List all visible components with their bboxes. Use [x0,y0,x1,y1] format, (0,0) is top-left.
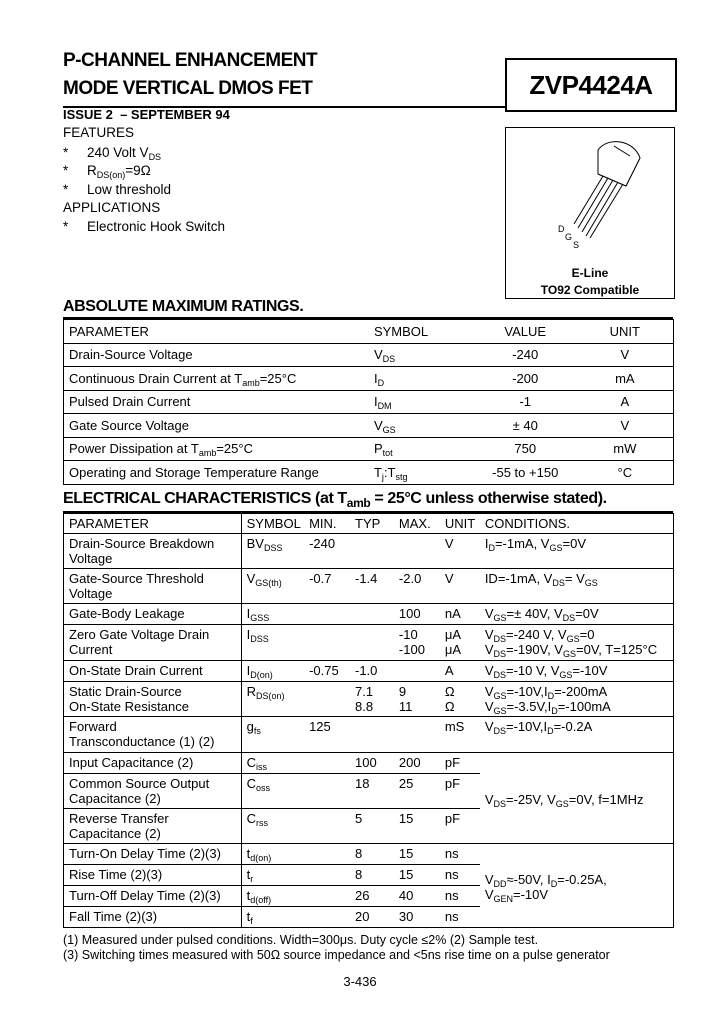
col-header: SYMBOL [241,514,304,534]
table-row [64,717,674,753]
unit: ns [440,865,480,886]
param: Continuous Drain Current at T [69,370,243,386]
col-header: MIN. [309,516,337,531]
feature-sub: DS(on) [96,170,126,180]
param: Turn-On Delay Time (2)(3) [64,844,242,865]
value: -1 [474,390,577,414]
symbol: I [373,370,378,386]
max: 15 [394,844,440,865]
to92-package-icon [506,128,674,258]
cond: V [484,663,494,678]
table-row [64,343,674,367]
part-number: ZVP4424A [505,58,677,112]
table-row [64,625,674,661]
param: Drain-Source Breakdown [69,536,215,551]
cond-sub: GEN [493,893,513,904]
col-header: VALUE [504,323,547,339]
symbol-after: :T [383,464,396,480]
feature-text: 240 Volt V [87,145,149,160]
cond-sub: D [551,706,558,716]
unit: pF [440,753,480,774]
cond: =-1mA, V [494,536,550,551]
table-row [64,682,674,717]
symbol: I [373,394,378,410]
cond-sub: DS [493,670,506,680]
symbol: V [373,347,383,363]
value: -55 to +150 [474,461,577,485]
table-row [64,461,674,485]
min: 125 [304,717,350,753]
application-text: Electronic Hook Switch [87,219,226,234]
symbol: I [246,606,251,621]
symbol-sub: f [250,916,253,926]
param: Common Source Output [69,776,210,791]
param: Power Dissipation at T [69,441,199,457]
param: Voltage [69,586,113,601]
cond-sub: GS [493,691,507,701]
symbol: I [246,663,251,678]
pin-d-label: D [558,224,565,234]
unit: μA [444,642,462,657]
param: Static Drain-Source [69,684,182,699]
unit: ns [440,886,480,907]
symbol: t [246,846,251,861]
max: 15 [394,809,440,844]
param: Operating and Storage Temperature Range [69,464,319,480]
title-line-1: P-CHANNEL ENHANCEMENT [63,50,318,71]
cond: =-0.25A, [557,871,607,887]
symbol: P [373,441,383,457]
param: Capacitance (2) [69,826,161,841]
cond: =-0.2A [553,719,593,734]
max: 30 [394,907,440,928]
max: 40 [394,886,440,907]
value: -200 [474,367,577,391]
typ: -1.4 [350,569,394,604]
symbol-sub: j [381,471,384,482]
cond: V [484,684,494,699]
pin-s-label: S [573,240,580,250]
param-sub: amb [198,448,217,459]
unit: ns [440,844,480,865]
cond-sub: GS [493,706,507,716]
table-row [64,661,674,682]
cond: V [484,642,494,657]
symbol-sub: DSS [250,634,269,644]
cond-sub: DD [493,878,507,889]
param: Gate Source Voltage [69,417,189,433]
symbol: BV [246,536,264,551]
package-compat: TO92 Compatible [540,283,640,297]
cond-sub: GS [493,613,507,623]
typ: 26 [350,886,394,907]
feature-after: =9Ω [125,163,151,178]
param-sub: amb [242,377,260,388]
elec-heading-text: ELECTRICAL CHARACTERISTICS (at T [63,490,347,507]
col-header: UNIT [609,323,640,339]
unit: Ω [444,699,455,714]
symbol: t [246,909,251,924]
param: Zero Gate Voltage Drain [69,627,210,642]
param: Turn-Off Delay Time (2)(3) [64,886,242,907]
table-row [64,390,674,414]
feature-sub: DS [148,152,162,162]
cond: =-200mA [554,684,608,699]
param: Transconductance (1) (2) [69,734,215,749]
cond: =0 [579,627,595,642]
unit: A [577,390,674,414]
table-row [64,844,674,865]
cond-sub: DS [493,649,506,659]
symbol: t [246,867,251,882]
min: -240 [304,534,350,569]
cond-sub: D [547,691,555,701]
elec-heading-text: = 25°C unless otherwise stated). [370,490,607,507]
typ: 5 [350,809,394,844]
unit: V [577,414,674,438]
application-item [63,219,226,234]
cond-sub: DS [493,726,506,736]
cond: V [484,627,494,642]
cond: =-10V [513,886,549,902]
symbol-sub: DS(on) [256,691,285,701]
col-header: PARAMETER [69,516,149,531]
symbol-sub: D [377,377,385,388]
col-header: MAX. [398,516,431,531]
symbol: C [246,811,256,826]
cond: =-240 V, V [506,627,567,642]
feature-item [63,145,162,162]
param: Voltage [69,551,113,566]
bullet: * [63,219,69,234]
unit: mS [440,717,480,753]
max: 11 [398,699,413,714]
param-after: =25°C [259,370,297,386]
col-header: PARAMETER [69,323,149,339]
symbol: g [246,719,254,734]
symbol-sub: GS [382,424,396,435]
cond: =-10V [572,663,608,678]
cond: ≈-50V, I [506,871,551,887]
cond-sub: D [488,543,495,553]
cond-sub: DS [552,578,565,588]
abs-max-table [63,319,674,485]
unit: pF [440,809,480,844]
note-2: (3) Switching times measured with 50Ω source impedance and <5ns rise time on a pulse generator [63,948,610,962]
symbol-sub: DSS [263,543,283,553]
elec-heading [63,490,607,508]
cond-sub: DS [493,634,506,644]
typ: -1.0 [350,661,394,682]
max: -2.0 [394,569,440,604]
unit: V [440,534,480,569]
typ: 8.8 [355,699,374,714]
cond-sub: GS [584,578,598,588]
cond-sub: GS [559,670,573,680]
param: Fall Time (2)(3) [64,907,242,928]
elec-heading-sub: amb [346,496,371,510]
param: Forward [69,719,117,734]
max: 9 [398,684,407,699]
max: -10 [398,627,418,642]
abs-max-heading: ABSOLUTE MAXIMUM RATINGS. [63,298,304,315]
cond-sub: GS [562,649,576,659]
cond: =0V, f=1MHz [568,791,644,807]
cond: =0V, T=125°C [576,642,658,657]
applications-heading: APPLICATIONS [63,200,161,215]
unit: μA [444,627,462,642]
typ: 8 [350,865,394,886]
symbol-sub: D(on) [250,670,273,680]
symbol: C [246,755,256,770]
min: -0.75 [304,661,350,682]
symbol-sub: tot [382,448,393,459]
table-row [64,569,674,604]
symbol: t [246,888,251,903]
table-row [64,414,674,438]
value: ± 40 [474,414,577,438]
param: Rise Time (2)(3) [64,865,242,886]
unit: V [440,569,480,604]
symbol: I [246,627,251,642]
cond: =-3.5V,I [506,699,552,714]
param: Reverse Transfer [69,811,169,826]
param: On-State Drain Current [64,661,242,682]
package-box [505,127,675,299]
max: 100 [394,604,440,625]
typ: 8 [350,844,394,865]
symbol-sub: iss [256,762,267,772]
cond: =-25V, V [506,791,556,807]
param: Gate-Source Threshold [69,571,204,586]
cond: V [484,719,494,734]
features-heading: FEATURES [63,125,135,140]
col-header: TYP [355,516,381,531]
col-header: SYMBOL [373,323,429,339]
table-row [64,604,674,625]
symbol-sub: d(on) [250,853,272,863]
bullet: * [63,145,69,160]
table-row [64,437,674,461]
table-row [64,367,674,391]
unit: mW [577,437,674,461]
feature-item [63,182,172,197]
cond: V [484,606,494,621]
unit: mA [577,367,674,391]
param: Drain-Source Voltage [69,347,193,363]
cond: V [484,791,494,807]
cond: =0V [575,606,599,621]
max: 200 [394,753,440,774]
cond: = V [564,571,585,586]
cond: V [484,699,494,714]
symbol-sub: GSS [250,613,270,623]
cond-sub: GS [555,798,569,809]
note-1: (1) Measured under pulsed conditions. Width=300μs. Duty cycle ≤2% (2) Sample test. [63,933,539,947]
cond: =-190V, V [506,642,563,657]
max: -100 [398,642,425,657]
col-header: CONDITIONS. [484,516,571,531]
cond: =± 40V, V [506,606,563,621]
unit: V [577,343,674,367]
cond-sub: GS [549,543,563,553]
cond-sub: D [547,726,554,736]
symbol: C [246,776,256,791]
cond: V [484,871,494,887]
package-name: E-Line [571,266,609,280]
unit: °C [577,461,674,485]
table-row [64,753,674,774]
param: Pulsed Drain Current [69,394,191,410]
cond-sub: D [550,878,558,889]
value: 750 [474,437,577,461]
symbol: V [246,571,256,586]
max: 15 [394,865,440,886]
symbol-sub: stg [395,471,408,482]
symbol: R [246,684,256,699]
cond: =-10 V, V [506,663,560,678]
table-header-row [64,514,674,534]
elec-table [63,513,674,928]
cond: =-10V,I [506,719,548,734]
max: 25 [394,774,440,809]
symbol-sub: DM [377,401,392,412]
feature-text: Low threshold [87,182,172,197]
cond: ID=-1mA, V [484,571,553,586]
unit: nA [440,604,480,625]
symbol-sub: fs [253,726,261,736]
bullet: * [63,182,69,197]
table-header-row [64,320,674,344]
cond: V [484,886,494,902]
cond-sub: DS [562,613,576,623]
typ: 7.1 [355,684,374,699]
symbol: V [373,417,383,433]
param: Input Capacitance (2) [64,753,242,774]
symbol-sub: oss [256,783,271,793]
cond-sub: GS [566,634,580,644]
symbol-sub: rss [256,818,268,828]
cond: =0V [562,536,586,551]
feature-text: R [87,163,97,178]
bullet: * [63,163,69,178]
symbol: T [373,464,382,480]
param-after: =25°C [216,441,253,457]
param: On-State Resistance [69,699,189,714]
param: Current [69,642,113,657]
typ: 20 [350,907,394,928]
cond-sub: DS [493,798,506,809]
table-row [64,534,674,569]
symbol-sub: r [250,874,254,884]
min: -0.7 [304,569,350,604]
unit: A [440,661,480,682]
param: Capacitance (2) [69,791,161,806]
param: Gate-Body Leakage [64,604,242,625]
unit: ns [440,907,480,928]
unit: pF [440,774,480,809]
symbol-sub: DS [382,354,396,365]
symbol-sub: d(off) [250,895,272,905]
issue-line: ISSUE 2 – SEPTEMBER 94 [63,107,230,122]
typ: 18 [350,774,394,809]
cond: =-10V,I [506,684,548,699]
unit: Ω [444,684,455,699]
value: -240 [474,343,577,367]
typ: 100 [350,753,394,774]
cond: =-100mA [557,699,611,714]
pin-g-label: G [565,232,573,242]
page-number: 3-436 [343,974,377,989]
title-line-2: MODE VERTICAL DMOS FET [63,78,313,99]
symbol-sub: GS(th) [255,578,282,588]
cond: I [484,536,489,551]
col-header: UNIT [444,516,476,531]
